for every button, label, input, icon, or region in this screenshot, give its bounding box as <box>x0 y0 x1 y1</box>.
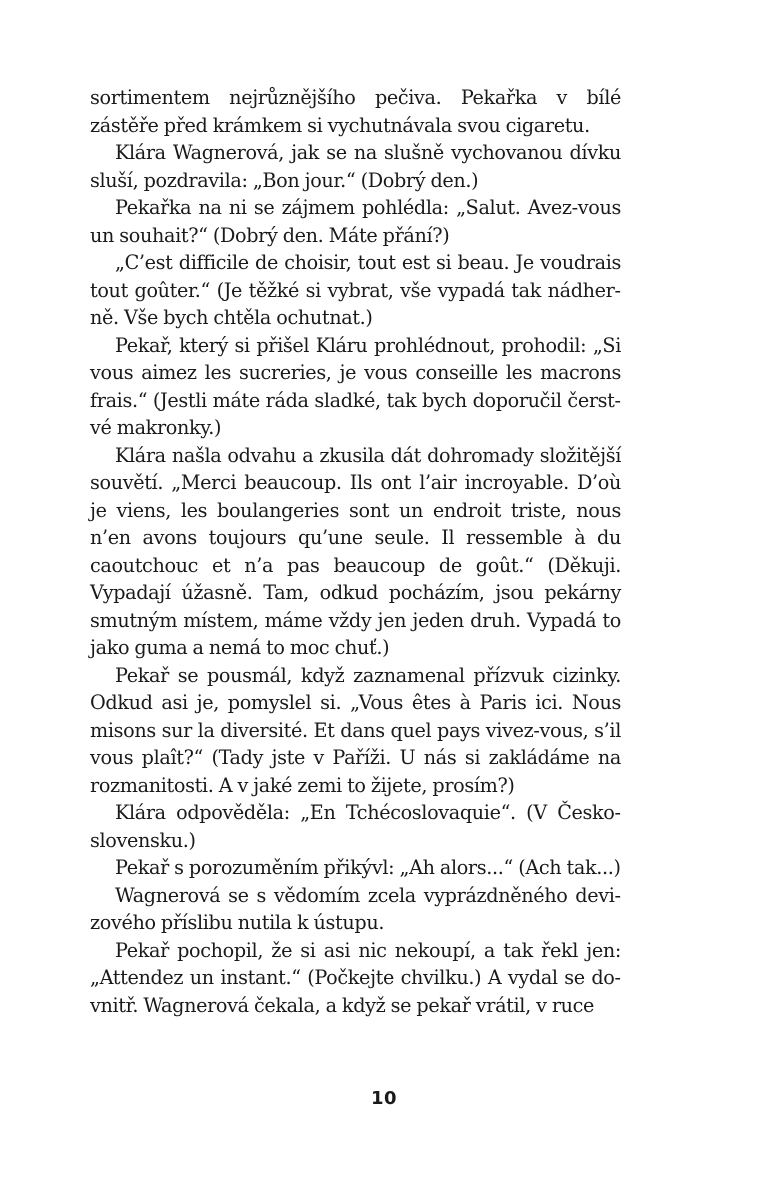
paragraph-11: Pekař pochopil, že si asi nic nekoupí, a tak řekl jen: „Attendez un instant.“ (Počkejte chvilku.) A vydal se dovnitř. Wagnerová čekala, a když se pekař vrátil, v ruce <box>90 938 621 1017</box>
paragraph-3: Pekařka na ni se zájmem pohlédla: „Salut. Avez-vous un souhait?“ (Dobrý den. Máte přání?) <box>90 196 621 247</box>
paragraph-10: Wagnerová se s vědomím zcela vyprázdněného devizového příslibu nutila k ústupu. <box>90 883 621 934</box>
paragraph-5: Pekař, který si přišel Kláru prohlédnout, prohodil: „Si vous aimez les sucreries, je vous conseille les macrons frais.“ (Jestli máte ráda sladké, tak bych doporučil čerstvé makronky.) <box>90 333 621 439</box>
paragraph-1: sortimentem nejrůznějšího pečiva. Pekařka v bílé zástěře před krámkem si vychutnávala svou cigaretu. <box>90 86 621 137</box>
paragraph-9: Pekař s porozuměním přikývl: „Ah alors...“ (Ach tak...) <box>115 856 621 879</box>
paragraph-7: Pekař se pousmál, když zaznamenal přízvuk cizinky. Odkud asi je, pomyslel si. „Vous êtes à Paris ici. Nous misons sur la diversité. Et dans quel pays vivez-vous, s’il vous plaît?“ (Tady jste v Paříži. U nás si zakládáme na rozmanitosti. A v jaké zemi to žijete, prosím?) <box>90 663 621 797</box>
paragraph-2: Klára Wagnerová, jak se na slušně vychovanou dívku sluší, pozdravila: „Bon jour.“ (Dobrý den.) <box>90 141 621 192</box>
paragraph-4: „C’est difficile de choisir, tout est si beau. Je voudrais tout goûter.“ (Je těžké si vybrat, vše vypadá tak nádherně. Vše bych chtěla ochutnat.) <box>90 251 621 329</box>
page-text <box>90 84 621 1019</box>
paragraph-6: Klára našla odvahu a zkusila dát dohromady složitější souvětí. „Merci beaucoup. Ils ont l’air incroyable. D’où je viens, les boulangeries sont un endroit triste, nous n’en avons toujours qu’une seule. Il ressemble à du caoutchouc et n’a pas beaucoup de goût.“ (Děkuji. Vypadají úžasně. Tam, odkud pocházím, jsou pekárny smutným místem, máme vždy jen jeden druh. Vypadá to jako guma a nemá to moc chuť.) <box>90 443 621 659</box>
page-number: 10 <box>370 1088 398 1109</box>
paragraph-8: Klára odpověděla: „En Tchécoslovaquie“. (V Československu.) <box>90 801 621 852</box>
